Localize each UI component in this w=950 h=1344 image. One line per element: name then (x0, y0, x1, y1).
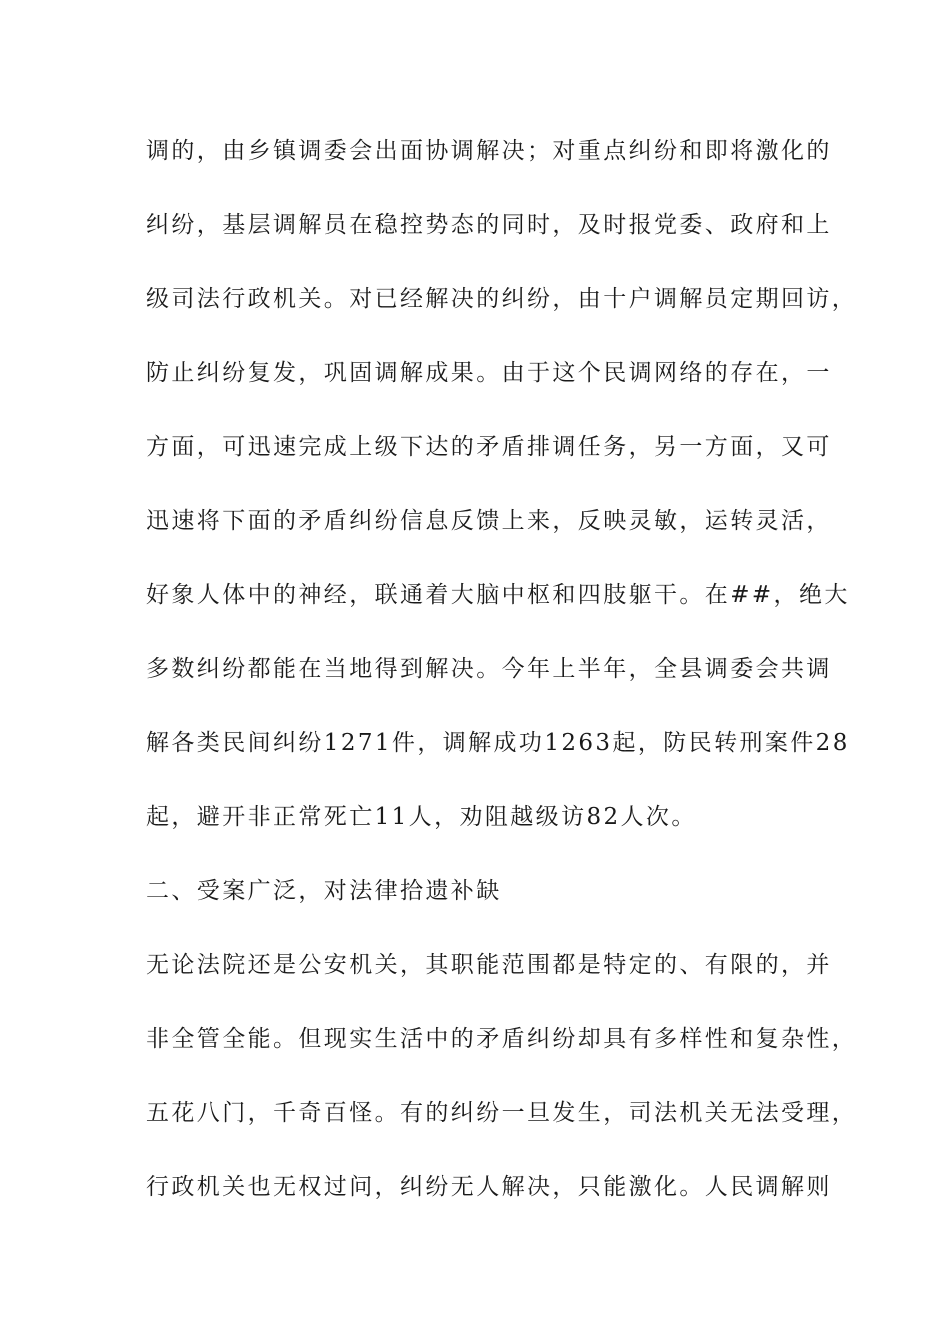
text-line: 行政机关也无权过问，纠纷无人解决，只能激化。人民调解则 (146, 1174, 832, 1200)
text-line: 级司法行政机关。对已经解决的纠纷，由十户调解员定期回访， (146, 286, 858, 312)
text-line: 非全管全能。但现实生活中的矛盾纠纷却具有多样性和复杂性， (146, 1026, 858, 1052)
text-line: 解各类民间纠纷1271件，调解成功1263起，防民转刑案件28 (146, 730, 850, 756)
section-heading: 二、受案广泛，对法律拾遗补缺 (146, 878, 502, 904)
text-line: 纠纷，基层调解员在稳控势态的同时，及时报党委、政府和上 (146, 212, 832, 238)
text-line: 好象人体中的神经，联通着大脑中枢和四肢躯干。在##，绝大 (146, 582, 850, 608)
text-line: 防止纠纷复发，巩固调解成果。由于这个民调网络的存在，一 (146, 360, 832, 386)
body-text (146, 126, 858, 1236)
text-line: 方面，可迅速完成上级下达的矛盾排调任务，另一方面，又可 (146, 434, 832, 460)
text-line: 起，避开非正常死亡11人，劝阻越级访82人次。 (146, 804, 697, 830)
text-line: 无论法院还是公安机关，其职能范围都是特定的、有限的，并 (146, 952, 832, 978)
text-line: 多数纠纷都能在当地得到解决。今年上半年，全县调委会共调 (146, 656, 832, 682)
text-line: 调的，由乡镇调委会出面协调解决；对重点纠纷和即将激化的 (146, 138, 832, 164)
text-line: 迅速将下面的矛盾纠纷信息反馈上来，反映灵敏，运转灵活， (146, 508, 832, 534)
text-line: 五花八门，千奇百怪。有的纠纷一旦发生，司法机关无法受理， (146, 1100, 858, 1126)
